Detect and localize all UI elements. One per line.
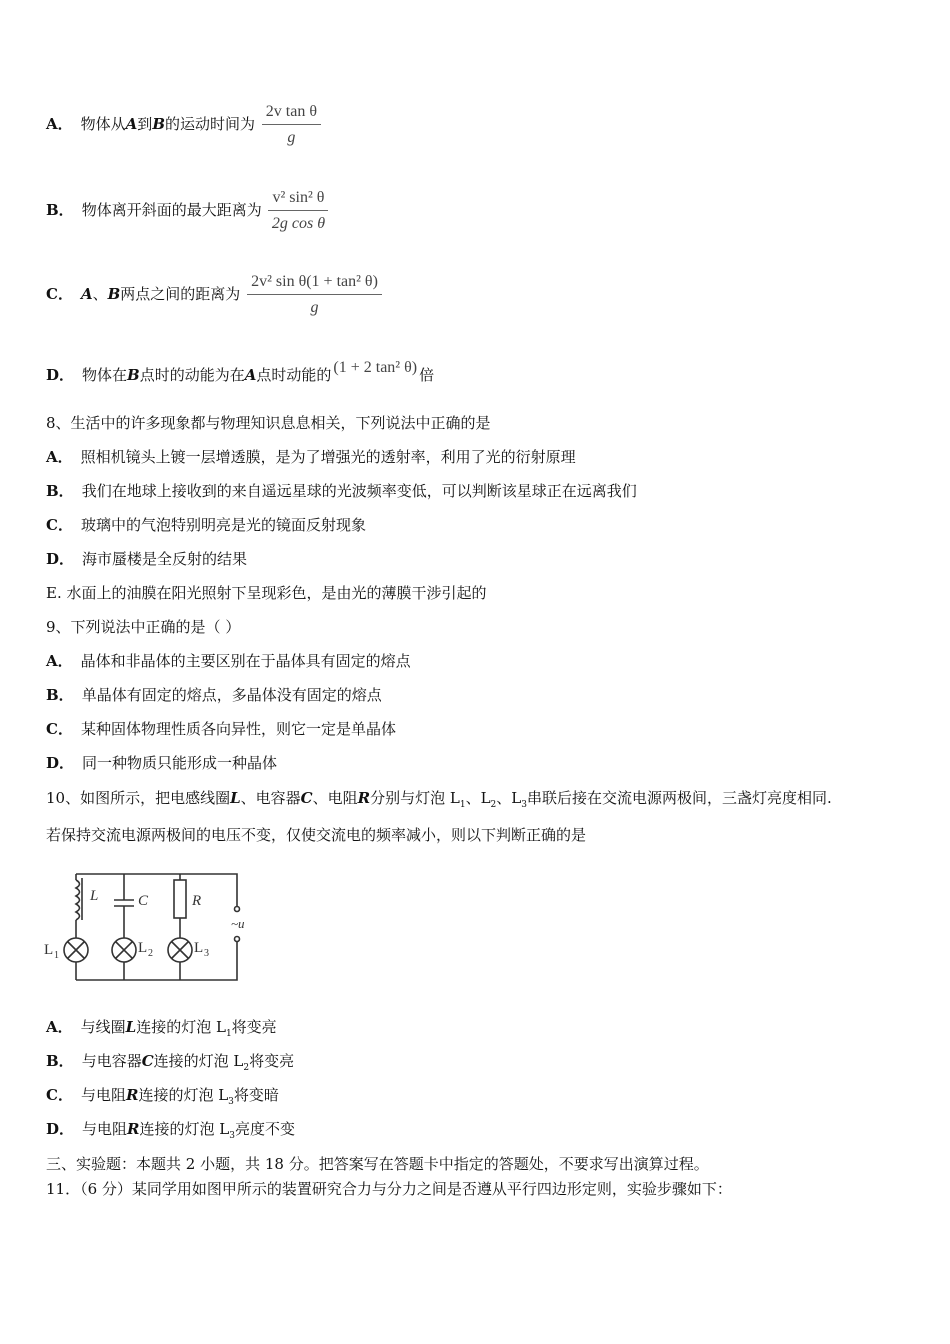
- formula-b: [268, 188, 328, 234]
- terminal-top: [235, 907, 240, 912]
- label-u: ~u: [231, 916, 245, 931]
- q10-option-a: [46, 1017, 277, 1044]
- option-text: 将变暗: [233, 1086, 279, 1104]
- q10-option-d: [46, 1119, 295, 1146]
- option-text: 倍: [419, 366, 435, 384]
- option-label: B．: [46, 686, 74, 704]
- q10-stem: [46, 788, 832, 815]
- option-text: 与电阻: [80, 1086, 126, 1104]
- option-text: 与电容器: [81, 1052, 142, 1070]
- option-label: D．: [46, 754, 75, 772]
- label-r: R: [192, 893, 202, 909]
- label-l1: L: [44, 942, 54, 958]
- formula-c: [247, 272, 382, 318]
- label-l2-sub: 2: [148, 948, 153, 959]
- option-var: R: [125, 1086, 139, 1104]
- subscript: 1: [459, 800, 466, 810]
- formula-den: g: [310, 299, 319, 316]
- formula-d: (1 + 2 tan² θ): [333, 359, 418, 376]
- stem-text: 、电阻: [312, 789, 358, 807]
- option-text: 连接的灯泡 L: [139, 1120, 230, 1138]
- option-text: 单晶体有固定的熔点，多晶体没有固定的熔点: [81, 686, 382, 704]
- var-a: A: [80, 285, 93, 303]
- option-text: 与线圈: [80, 1018, 126, 1036]
- option-label: B．: [46, 482, 74, 500]
- option-text: 、: [92, 285, 108, 303]
- option-text: 海市蜃楼是全反射的结果: [82, 550, 248, 568]
- q8-option-d: [46, 549, 247, 569]
- q7-option-c: [46, 272, 382, 318]
- var-b: B: [107, 285, 121, 303]
- q7-option-d: [46, 359, 435, 386]
- option-text: 与电阻: [82, 1120, 128, 1138]
- option-label: D．: [46, 1120, 75, 1138]
- q8-option-e: [46, 583, 487, 603]
- q10-option-c: [46, 1085, 279, 1112]
- option-text: 连接的灯泡 L: [138, 1086, 229, 1104]
- option-label: B．: [46, 201, 74, 219]
- wire-top: [76, 874, 237, 906]
- resistor: [174, 880, 186, 918]
- var-c: C: [300, 789, 313, 807]
- subscript: 3: [228, 1097, 234, 1107]
- option-text: 将变亮: [231, 1018, 277, 1036]
- formula-den: g: [287, 129, 296, 146]
- inductor-coil: [76, 880, 80, 920]
- option-text: 物体离开斜面的最大距离为: [81, 201, 262, 219]
- option-label: B．: [46, 1052, 74, 1070]
- option-var: C: [141, 1052, 154, 1070]
- option-text: 物体在: [82, 366, 128, 384]
- option-var: L: [125, 1018, 137, 1036]
- q8-option-c: [46, 515, 366, 535]
- formula-den: 2g cos θ: [271, 215, 326, 232]
- option-text: 到: [137, 115, 153, 133]
- q9-option-d: [46, 753, 277, 773]
- stem-text: 10、如图所示，把电感线圈: [46, 789, 231, 807]
- option-text: 晶体和非晶体的主要区别在于晶体具有固定的熔点: [80, 652, 411, 670]
- option-text: 照相机镜头上镀一层增透膜，是为了增强光的透射率，利用了光的衍射原理: [80, 448, 576, 466]
- option-text: 我们在地球上接收到的来自遥远星球的光波频率变低，可以判断该星球正在远离我们: [81, 482, 637, 500]
- var-b: B: [152, 115, 165, 133]
- formula-num: 2v² sin θ(1 + tan² θ): [247, 272, 382, 295]
- subscript: 2: [243, 1063, 250, 1073]
- q11-stem: 11．（6 分）某同学用如图甲所示的装置研究合力与分力之间是否遵从平行四边形定则，实验步骤如下：: [46, 1180, 732, 1198]
- option-label: A．: [46, 115, 73, 133]
- wire-bottom: [76, 942, 237, 980]
- option-text: 两点之间的距离为: [120, 285, 241, 303]
- label-l2: L: [138, 940, 148, 956]
- option-label: C．: [46, 516, 73, 534]
- label-l1-sub: 1: [54, 950, 59, 961]
- option-text: 连接的灯泡 L: [153, 1052, 244, 1070]
- q9-option-c: [46, 719, 396, 739]
- option-text: 连接的灯泡 L: [136, 1018, 226, 1036]
- subscript: 1: [225, 1029, 232, 1039]
- stem-text: 、L: [465, 789, 491, 807]
- section-3-heading: 三、实验题：本题共 2 小题，共 18 分。把答案写在答题卡中指定的答题处，不要求写出演算过程。: [46, 1155, 709, 1173]
- q10-stem-2: 若保持交流电源两极间的电压不变，仅使交流电的频率减小，则以下判断正确的是: [46, 826, 587, 844]
- var-l: L: [230, 789, 241, 807]
- option-label: A．: [46, 1018, 73, 1036]
- option-label: C．: [46, 720, 73, 738]
- option-text: 物体从: [80, 115, 126, 133]
- option-label: C．: [46, 1086, 73, 1104]
- q8-option-b: [46, 481, 637, 501]
- option-var: R: [127, 1120, 140, 1138]
- option-text: 同一种物质只能形成一种晶体: [82, 754, 278, 772]
- stem-text: 、L: [496, 789, 522, 807]
- option-text: 亮度不变: [234, 1120, 295, 1138]
- q8-option-a: [46, 447, 576, 467]
- var-r: R: [357, 789, 371, 807]
- subscript: 2: [490, 800, 497, 810]
- formula-num: 2v tan θ: [262, 102, 321, 125]
- label-l: L: [90, 888, 99, 904]
- subscript: 3: [229, 1131, 235, 1141]
- q9-option-b: [46, 685, 382, 705]
- terminal-bottom: [235, 937, 240, 942]
- stem-text: 分别与灯泡 L: [370, 789, 460, 807]
- option-label: A．: [46, 448, 73, 466]
- option-label: D．: [46, 366, 75, 384]
- label-l3: L: [194, 940, 204, 956]
- q9-option-a: [46, 651, 411, 671]
- formula-num: v² sin² θ: [268, 188, 328, 211]
- option-text: 的运动时间为: [165, 115, 256, 133]
- option-label: A．: [46, 652, 73, 670]
- var-a: A: [244, 366, 257, 384]
- option-label: C．: [46, 285, 73, 303]
- stem-text: 、电容器: [240, 789, 301, 807]
- label-l3-sub: 3: [204, 948, 209, 959]
- circuit-diagram: [42, 858, 257, 988]
- option-text: 点时的动能为在: [139, 366, 245, 384]
- subscript: 3: [521, 800, 527, 810]
- formula-a: [262, 102, 321, 148]
- option-text: 玻璃中的气泡特别明亮是光的镜面反射现象: [80, 516, 366, 534]
- stem-text: 串联后接在交流电源两极间，三盏灯亮度相同.: [526, 789, 832, 807]
- option-text: 点时动能的: [256, 366, 332, 384]
- option-text: 将变亮: [249, 1052, 295, 1070]
- q9-stem: 9、下列说法中正确的是（ ）: [46, 618, 241, 636]
- q7-option-b: [46, 188, 328, 234]
- q10-option-b: [46, 1051, 294, 1078]
- var-b: B: [127, 366, 140, 384]
- var-a: A: [125, 115, 138, 133]
- option-text: 某种固体物理性质各向异性，则它一定是单晶体: [80, 720, 396, 738]
- option-text: E. 水面上的油膜在阳光照射下呈现彩色，是由光的薄膜干涉引起的: [46, 584, 487, 602]
- q8-stem: 8、生活中的许多现象都与物理知识息息相关，下列说法中正确的是: [46, 414, 491, 432]
- label-c: C: [138, 893, 149, 909]
- option-label: D．: [46, 550, 75, 568]
- q7-option-a: [46, 102, 321, 148]
- capacitor-plates: [114, 900, 134, 906]
